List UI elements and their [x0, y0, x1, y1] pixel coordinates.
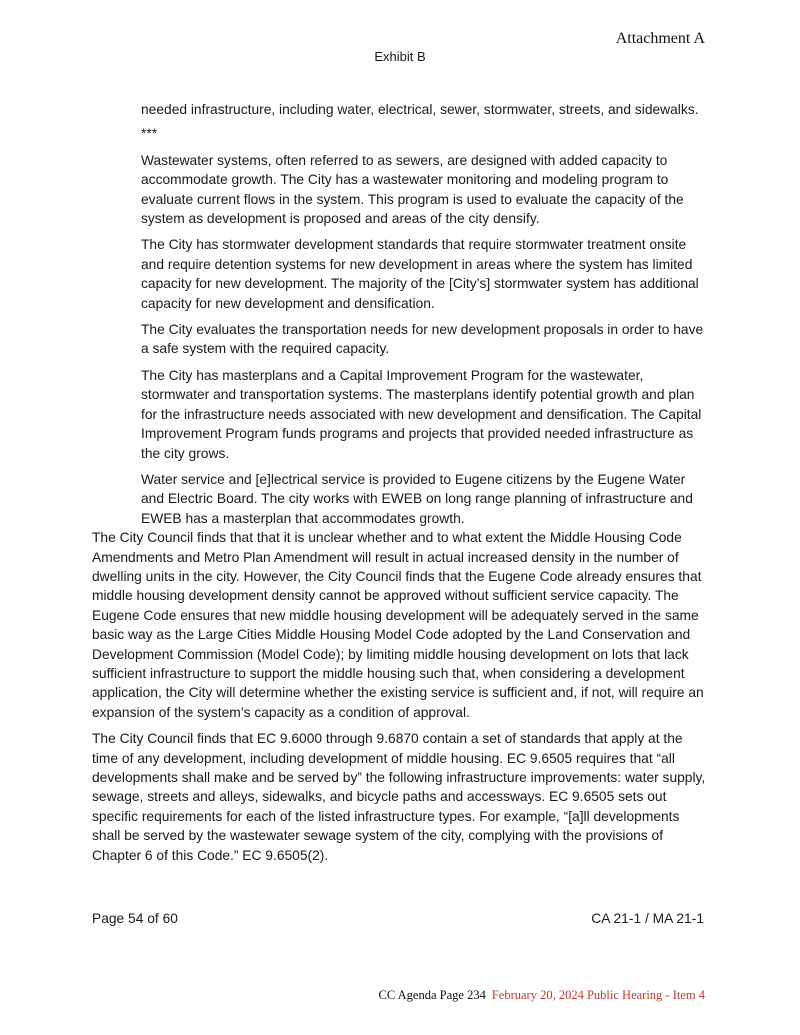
- paragraph-water-electric: Water service and [e]lectrical service is provided to Eugene citizens by the Eugene Water and Electric Board. The city works with EWEB on long range planning of infrastructure and EWEB has a masterplan that accommodates growth.: [141, 471, 693, 526]
- paragraph-masterplans: The City has masterplans and a Capital Improvement Program for the wastewater, stormwater and transportation systems. The masterplans identify potential growth and plan for the infrastructure needs associated with new development and densification. The Capital Improvement Program funds programs and projects that provided needed infrastructure as the city grows.: [141, 367, 702, 461]
- exhibit-label: Exhibit B: [374, 49, 426, 64]
- paragraph-wastewater: Wastewater systems, often referred to as sewers, are designed with added capacity to accommodate growth. The City has a wastewater monitoring and modeling program to evaluate current flows in the system. This program is used to evaluate the capacity of the system as development is proposed and areas of the city densify.: [141, 152, 684, 227]
- paragraph-stormwater: The City has stormwater development standards that require stormwater treatment onsite and require detention systems for new development in areas where the system has limited capacity for new development. The majority of the [City’s] stormwater system has additional capacity for new development and densification.: [141, 237, 699, 311]
- section-break-stars: ***: [141, 126, 158, 142]
- paragraph-1: needed infrastructure, including water, electrical, sewer, stormwater, streets, and sidewalks.: [141, 102, 699, 117]
- paragraph-council-finding-2: The City Council finds that EC 9.6000 through 9.6870 contain a set of standards that apply at the time of any development, including development of middle housing. EC 9.6505 requires that “all developments shall make and be served by” the following infrastructure improvements: water supply, sewage, streets and alleys, sidewalks, and bicycle paths and accessways. EC 9.6505 sets out specific requirements for each of the listed infrastructure types. For example, “[a]ll developments shall be served by the wastewater sewage system of the city, complying with the provisions of Chapter 6 of this Code.” EC 9.6505(2).: [92, 731, 706, 863]
- paragraph-council-finding-1: The City Council finds that that it is unclear whether and to what extent the Middle Housing Code Amendments and Metro Plan Amendment will result in actual increased density in the number of dwelling units in the city. However, the City Council finds that the Eugene Code already ensures that middle housing development density cannot be approved without sufficient service capacity. The Eugene Code ensures that new middle housing development will be adequately served in the same basic way as the Large Cities Middle Housing Model Code adopted by the Land Conservation and Development Commission (Model Code); by limiting middle housing development on lots that lack sufficient infrastructure to support the middle housing such that, when considering a development application, the City will determine whether the existing service is sufficient and, if not, will require an expansion of the system’s capacity as a condition of approval.: [92, 530, 704, 720]
- paragraph-transportation: The City evaluates the transportation needs for new development proposals in order to have a safe system with the required capacity.: [141, 322, 704, 357]
- page-number: Page 54 of 60: [92, 911, 178, 926]
- hearing-label: February 20, 2024 Public Hearing - Item 4: [491, 988, 705, 1002]
- attachment-label: Attachment A: [615, 30, 705, 47]
- case-number: CA 21-1 / MA 21-1: [591, 911, 704, 926]
- agenda-page: CC Agenda Page 234: [378, 988, 486, 1002]
- agenda-footer: [379, 988, 705, 1003]
- document-body: [92, 100, 707, 865]
